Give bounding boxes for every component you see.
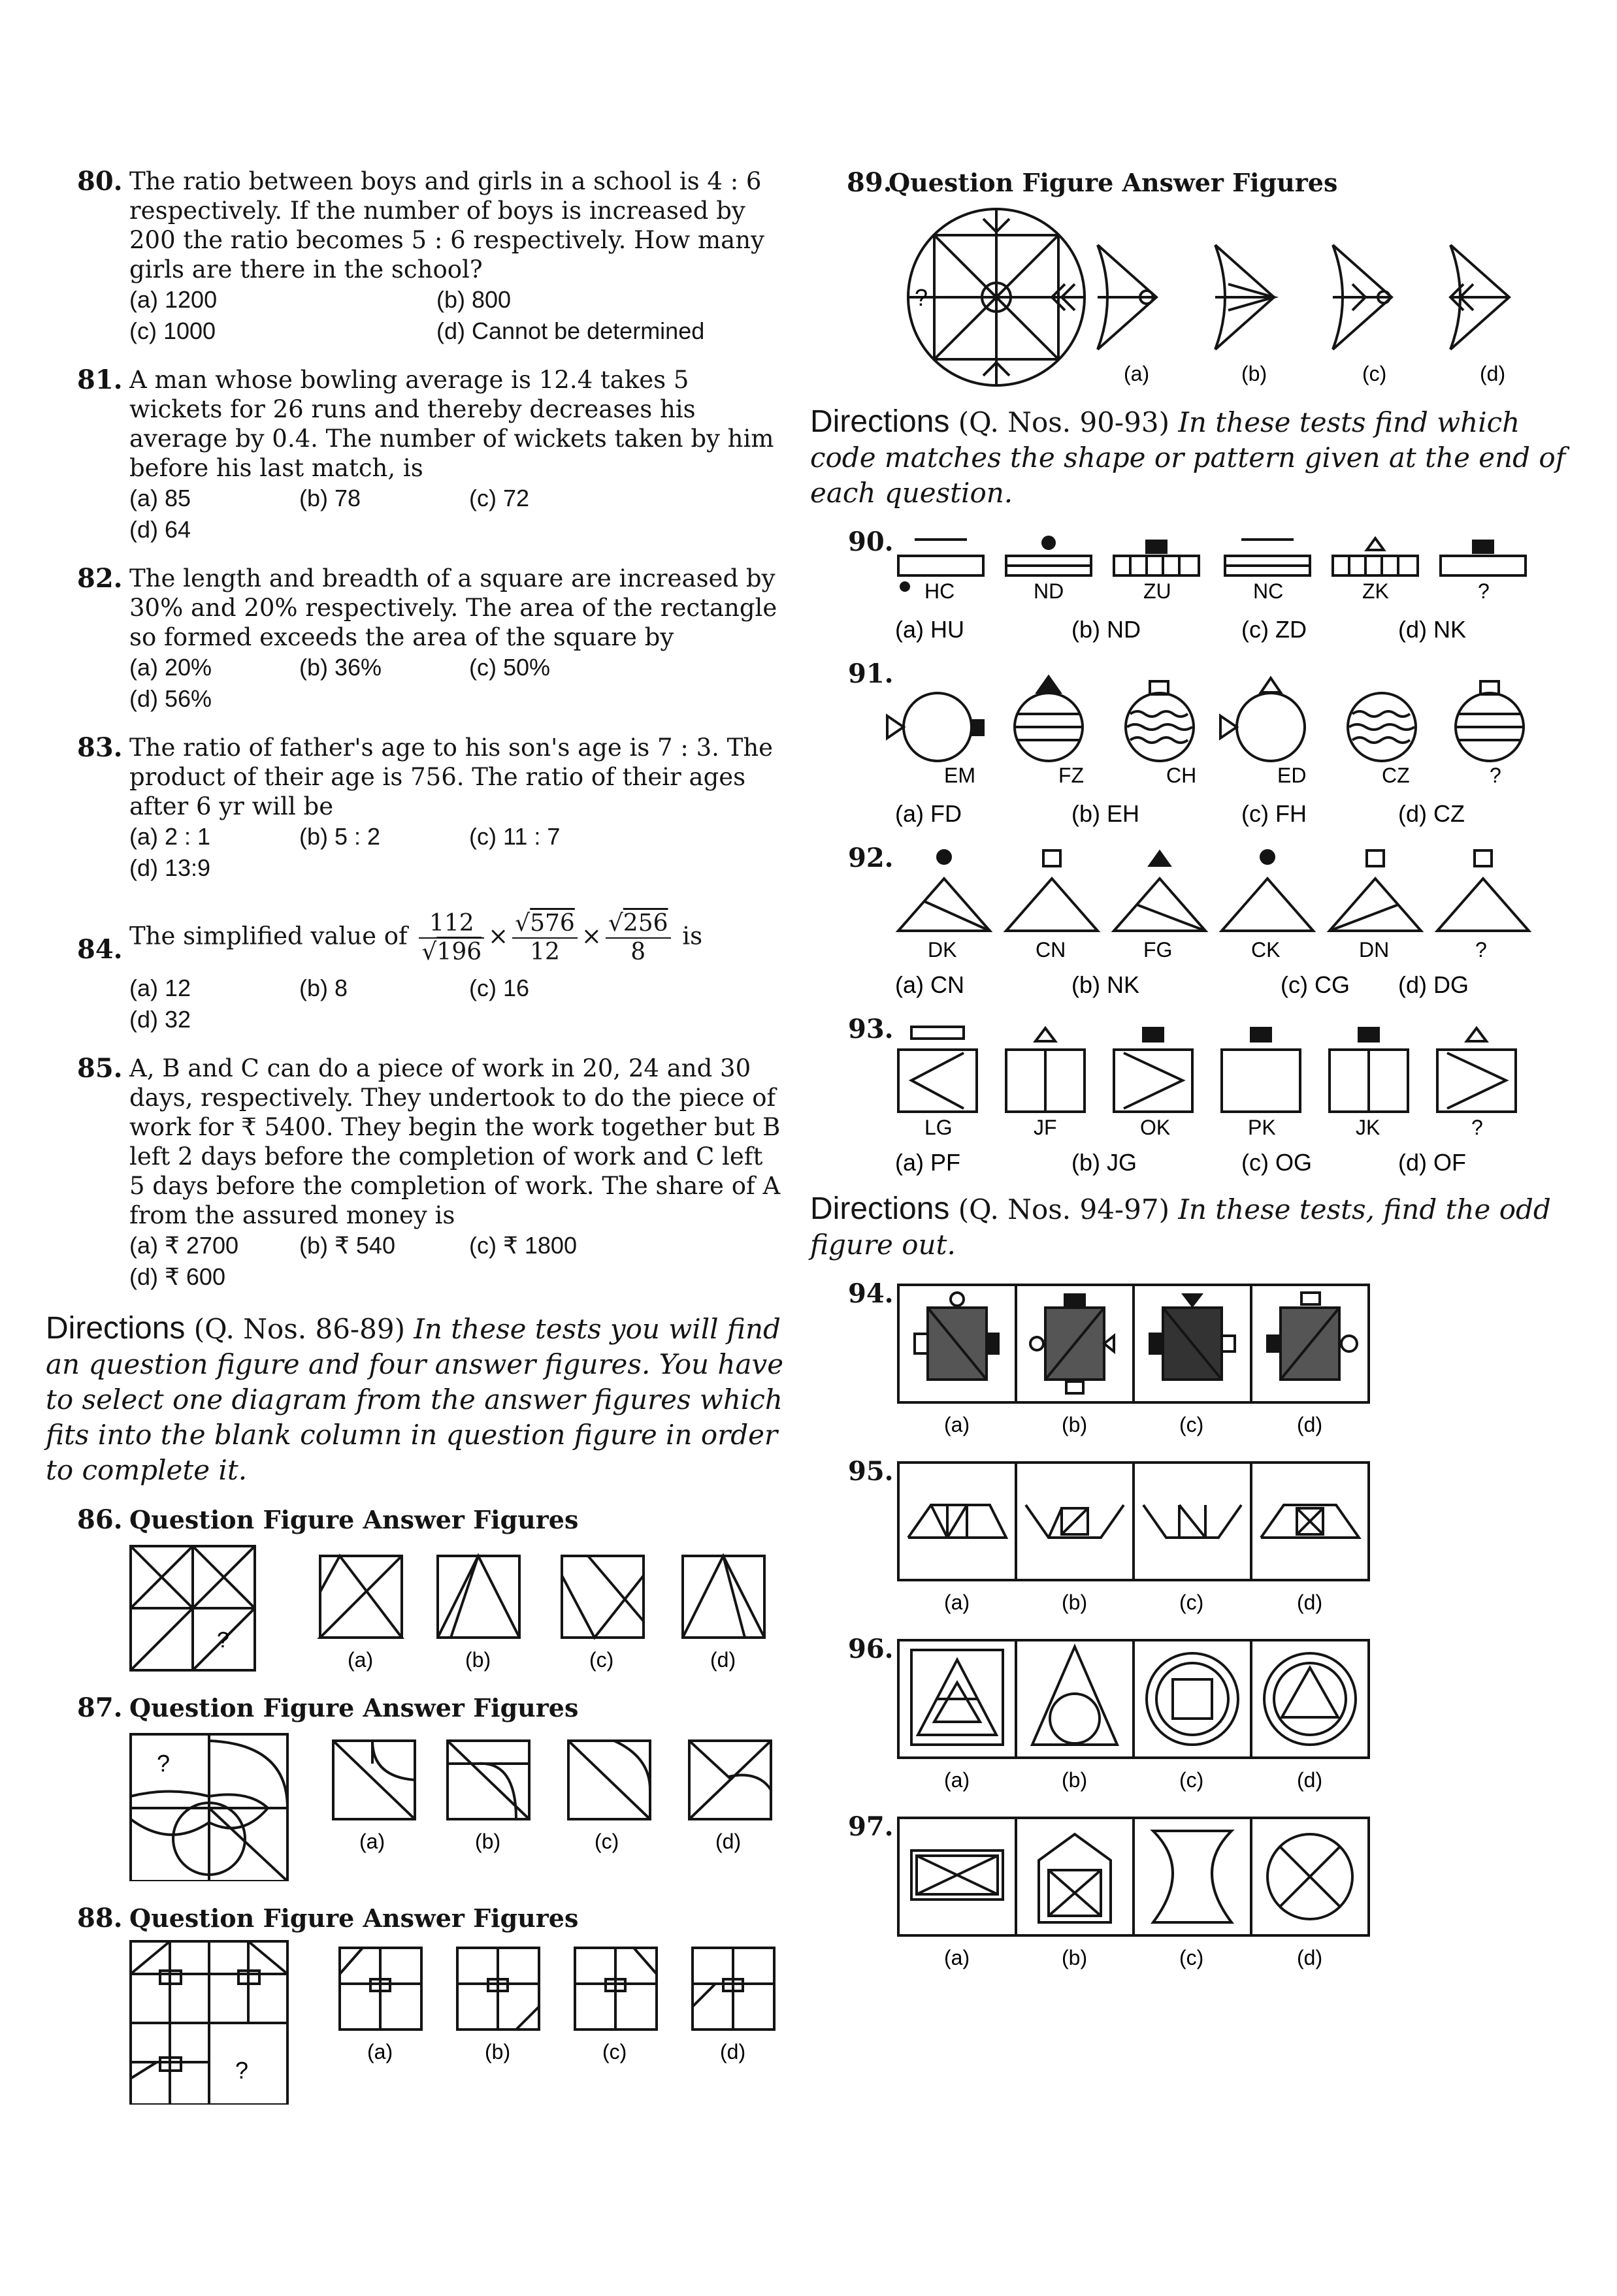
left-column (46, 167, 784, 2107)
question-96-figures (810, 1634, 1575, 1797)
option-a[interactable]: (a) ₹ 2700 (129, 1232, 238, 1259)
figure-6 (1437, 1028, 1516, 1112)
directions-range: (Q. Nos. 86-89) (193, 1313, 405, 1345)
figure-5 (1330, 850, 1421, 931)
question-figure (131, 1941, 287, 2105)
code-2: FZ (1058, 764, 1085, 787)
figure-a[interactable] (908, 1505, 1006, 1538)
question-number: 90. (848, 526, 894, 557)
option-a[interactable]: (a) 85 (129, 485, 191, 511)
figure-c[interactable] (1150, 1295, 1235, 1380)
code-2: CN (1036, 938, 1066, 962)
label-b: (b) (1062, 1946, 1088, 1969)
question-89-figures (810, 199, 1575, 395)
option-d[interactable]: (d) ₹ 600 (129, 1263, 225, 1290)
option-d[interactable]: (d) Cannot be determined (436, 317, 705, 344)
directions-90-93 (810, 404, 1575, 511)
label-d: (d) (1297, 1768, 1323, 1792)
answer-figure-d[interactable] (1450, 245, 1509, 349)
label-a: (a) (944, 1768, 970, 1792)
question-86-figures (46, 1536, 784, 1673)
code-3: CH (1166, 764, 1197, 787)
option-a[interactable]: (a) HU (895, 616, 964, 643)
answer-figure-c[interactable] (568, 1741, 650, 1819)
option-b[interactable]: (b) 78 (299, 485, 361, 511)
question-number: 89. (847, 167, 892, 198)
option-b[interactable]: (b) NK (1071, 971, 1140, 998)
option-d[interactable]: (d) 56% (129, 685, 212, 712)
question-mark: ? (217, 1628, 229, 1653)
figure-a[interactable] (911, 1650, 1003, 1745)
label-c: (c) (1362, 362, 1387, 385)
code-1: LG (924, 1116, 953, 1139)
answer-figure-a[interactable] (333, 1741, 415, 1819)
question-97-figures (810, 1811, 1575, 1975)
option-b[interactable]: (b) ₹ 540 (299, 1232, 395, 1259)
option-a[interactable]: (a) PF (895, 1149, 961, 1176)
option-a[interactable]: (a) 2 : 1 (129, 823, 211, 850)
label-b: (b) (1062, 1413, 1088, 1436)
directions-94-97 (810, 1191, 1575, 1263)
question-number: 80. (77, 166, 123, 197)
question-92 (810, 843, 1575, 1002)
label-c: (c) (1179, 1413, 1204, 1436)
label-a: (a) (944, 1946, 970, 1969)
figure-1 (887, 693, 983, 761)
question-number: 92. (848, 843, 894, 873)
answer-figure-a[interactable] (320, 1556, 402, 1638)
option-c[interactable]: (c) 1000 (129, 317, 216, 344)
question-91-figures (810, 658, 1575, 828)
code-4: CK (1251, 938, 1281, 962)
question-mark: ? (915, 284, 928, 311)
question-88-figures (46, 1935, 784, 2105)
label-b: (b) (465, 1648, 491, 1672)
label-a: (a) (944, 1591, 970, 1614)
figure-4 (1222, 850, 1313, 931)
label-c: (c) (1179, 1768, 1204, 1792)
question-87 (46, 1692, 784, 1884)
figure-d[interactable] (1264, 1653, 1356, 1745)
question-number: 87. (77, 1692, 123, 1723)
answer-figure-b[interactable] (438, 1556, 519, 1638)
directions-86-89 (46, 1311, 784, 1488)
label-c: (c) (589, 1648, 614, 1672)
figure-3 (1114, 541, 1199, 575)
question-text: The length and breadth of a square are increased by 30% and 20% respectively. The area of the rectangle so formed exceeds the area of the square by (129, 564, 777, 651)
question-figure (131, 1734, 287, 1881)
option-c[interactable]: (c) 16 (469, 975, 530, 1001)
figure-5 (1333, 538, 1418, 575)
code-1: DK (928, 938, 957, 962)
question-91 (810, 658, 1575, 831)
figure-2 (1006, 537, 1091, 575)
question-89 (810, 167, 1575, 398)
option-b[interactable]: (b) 800 (436, 286, 512, 313)
question-number: 94. (848, 1278, 894, 1309)
answer-figure-c[interactable] (1333, 245, 1392, 349)
figure-6 (1456, 681, 1524, 761)
question-text: The ratio between boys and girls in a school is 4 : 6 respectively. If the number of boys is increased by 200 the ratio becomes 5 : 6 respectively. How many girls are there in the school? (129, 167, 764, 283)
directions-text: In these tests you will find an question figure and four answer figures. You have to select one diagram from the answer figures which fits into the blank column in question figure in order to complete it. (46, 1313, 784, 1486)
options (46, 821, 784, 884)
question-84 (46, 910, 784, 1035)
label-d: (d) (715, 1830, 742, 1853)
code-4: NC (1253, 579, 1284, 603)
answer-figure-c[interactable] (575, 1948, 657, 2029)
figure-b[interactable] (1032, 1647, 1117, 1745)
question-number: 88. (77, 1903, 123, 1933)
figure-1 (898, 1027, 977, 1112)
label-c: (c) (602, 2040, 627, 2063)
answer-figure-a[interactable] (340, 1948, 421, 2029)
options (46, 973, 784, 1035)
label-a: (a) (359, 1830, 385, 1853)
figure-heading: Question Figure Answer Figures (889, 168, 1338, 197)
figure-heading: Question Figure Answer Figures (129, 1693, 579, 1722)
figure-2 (1006, 1028, 1085, 1112)
question-number: 96. (848, 1634, 894, 1664)
figure-b[interactable] (1030, 1295, 1114, 1393)
answer-figure-b[interactable] (457, 1948, 539, 2029)
figure-heading: Question Figure Answer Figures (129, 1505, 579, 1534)
option-d[interactable]: (d) 32 (129, 1006, 191, 1033)
question-95-figures (810, 1456, 1575, 1619)
figure-1 (898, 540, 983, 575)
label-d: (d) (1297, 1591, 1323, 1614)
options (46, 284, 784, 347)
code-6: ? (1475, 938, 1487, 962)
question-82 (46, 564, 784, 715)
option-c[interactable]: (c) ZD (1241, 616, 1307, 643)
answer-figure-a[interactable] (1098, 245, 1156, 349)
label-b: (b) (475, 1830, 501, 1853)
option-a[interactable]: (a) 12 (129, 975, 191, 1001)
option-b[interactable]: (b) 5 : 2 (299, 823, 381, 850)
question-94-figures (810, 1278, 1575, 1442)
option-b[interactable]: (b) 36% (299, 654, 382, 681)
code-1: EM (944, 764, 975, 787)
question-85 (46, 1054, 784, 1293)
answer-figure-b[interactable] (1215, 245, 1274, 349)
code-3: OK (1140, 1116, 1171, 1139)
figure-3 (1114, 852, 1205, 931)
question-mark: ? (235, 2057, 249, 2084)
answer-figure-d[interactable] (689, 1741, 771, 1819)
figure-4 (1222, 1028, 1300, 1112)
directions-heading: Directions (810, 1191, 950, 1226)
question-number: 93. (848, 1014, 894, 1044)
label-b: (b) (1241, 362, 1267, 385)
answer-figure-c[interactable] (562, 1556, 644, 1638)
code-6: ? (1490, 764, 1501, 787)
figure-6 (1437, 850, 1529, 931)
option-c[interactable]: (c) 50% (469, 654, 551, 681)
option-b[interactable]: (b) ND (1071, 616, 1141, 643)
directions-text: In these tests find which code matches the shape or pattern given at the end of each question. (810, 406, 1566, 509)
option-d[interactable]: (d) NK (1398, 616, 1467, 643)
code-2: JF (1034, 1116, 1057, 1139)
figure-c[interactable] (1143, 1505, 1241, 1538)
question-81 (46, 365, 784, 545)
option-a[interactable]: (a) 1200 (129, 286, 218, 313)
times-sign: × (488, 922, 509, 950)
question-93-figures (810, 1014, 1575, 1177)
options (46, 1230, 784, 1293)
right-column (810, 167, 1575, 1989)
question-text: The ratio of father's age to his son's age is 7 : 3. The product of their age is 756. The ratio of their ages after 6 yr will be (129, 734, 774, 820)
option-d[interactable]: (d) 64 (129, 516, 191, 543)
fraction-1: $\frac{112}{√196}$ (419, 910, 484, 966)
question-number: 81. (77, 364, 123, 395)
figure-6 (1441, 541, 1526, 575)
label-c: (c) (1179, 1946, 1204, 1969)
question-95 (810, 1456, 1575, 1622)
directions-text: In these tests, find the odd figure out. (810, 1193, 1551, 1261)
times-sign: × (581, 922, 602, 950)
figure-d[interactable] (1261, 1505, 1359, 1538)
code-5: JK (1356, 1116, 1380, 1139)
figure-5 (1348, 693, 1416, 761)
label-b: (b) (485, 2040, 511, 2063)
label-d: (d) (1297, 1413, 1323, 1436)
figure-b[interactable] (1039, 1834, 1111, 1922)
option-b[interactable]: (b) EH (1071, 800, 1140, 827)
figure-d[interactable] (1267, 1834, 1352, 1919)
question-mark: ? (157, 1750, 171, 1777)
label-a: (a) (1124, 362, 1150, 385)
label-c: (c) (1179, 1591, 1204, 1614)
question-86 (46, 1504, 784, 1676)
question-88 (46, 1902, 784, 2107)
directions-heading: Directions (810, 404, 950, 439)
code-4: ED (1277, 764, 1307, 787)
figure-a[interactable] (911, 1851, 1003, 1900)
label-c: (c) (595, 1830, 619, 1853)
answer-figure-d[interactable] (683, 1556, 764, 1638)
question-number: 97. (848, 1811, 894, 1842)
options (46, 652, 784, 715)
label-a: (a) (944, 1413, 970, 1436)
directions-heading: Directions (46, 1311, 186, 1346)
code-5: DN (1359, 938, 1390, 962)
code-6: ? (1471, 1116, 1483, 1139)
label-b: (b) (1062, 1591, 1088, 1614)
question-text: A, B and C can do a piece of work in 20, 24 and 30 days, respectively. They undertook to do the piece of work for ₹ 5400. They begin the work together but B left 2 days before the completion of work and C left 5 days before the completion of work. The share of A from the assured money is (129, 1054, 781, 1229)
question-number: 82. (77, 563, 123, 594)
code-1: HC (924, 579, 955, 603)
figure-3 (1126, 681, 1194, 761)
label-a: (a) (367, 2040, 393, 2063)
label-d: (d) (1480, 362, 1506, 385)
question-80 (46, 167, 784, 347)
figure-4 (1220, 678, 1305, 761)
question-number: 91. (848, 658, 894, 689)
label-d: (d) (720, 2040, 746, 2063)
fraction-3: $\frac{√256}{8}$ (606, 910, 671, 966)
question-figure (908, 209, 1085, 385)
label-a: (a) (348, 1648, 374, 1672)
figure-2 (1006, 850, 1098, 931)
question-text: A man whose bowling average is 12.4 takes 5 wickets for 26 runs and thereby decreases his average by 0.4. The number of wickets taken by him before his last match, is (129, 366, 774, 482)
figure-heading: Question Figure Answer Figures (129, 1903, 579, 1933)
bullet (900, 581, 910, 592)
option-c[interactable]: (c) CG (1281, 971, 1350, 998)
option-c[interactable]: (c) FH (1241, 800, 1307, 827)
question-90-figures (810, 526, 1575, 644)
code-5: ZK (1362, 579, 1389, 603)
question-90 (810, 526, 1575, 647)
question-number: 86. (77, 1504, 123, 1535)
option-d[interactable]: (d) DG (1398, 971, 1469, 998)
expression-suffix: is (682, 922, 703, 950)
option-c[interactable]: (c) 72 (469, 485, 530, 511)
figure-a[interactable] (915, 1293, 998, 1380)
question-number: 85. (77, 1053, 123, 1084)
question-number: 84. (77, 934, 123, 965)
question-87-figures (46, 1724, 784, 1881)
option-c[interactable]: (c) OG (1241, 1149, 1312, 1176)
option-d[interactable]: (d) 13:9 (129, 854, 211, 881)
option-d[interactable]: (d) OF (1398, 1149, 1466, 1176)
option-b[interactable]: (b) JG (1071, 1149, 1137, 1176)
question-96 (810, 1634, 1575, 1800)
code-3: ZU (1143, 579, 1171, 603)
figure-b[interactable] (1026, 1505, 1124, 1538)
directions-range: (Q. Nos. 94-97) (958, 1193, 1169, 1225)
expression-prefix: The simplified value of (129, 922, 408, 950)
option-a[interactable]: (a) 20% (129, 654, 212, 681)
question-92-figures (810, 843, 1575, 999)
option-b[interactable]: (b) 8 (299, 975, 348, 1001)
figure-1 (898, 850, 990, 931)
question-number: 95. (848, 1456, 894, 1487)
answer-figure-d[interactable] (693, 1948, 774, 2029)
option-c[interactable]: (c) ₹ 1800 (469, 1232, 577, 1259)
code-5: CZ (1382, 764, 1410, 787)
fraction-2: $\frac{√576}{12}$ (512, 910, 578, 966)
option-a[interactable]: (a) CN (895, 971, 964, 998)
options (46, 483, 784, 545)
figure-5 (1330, 1028, 1408, 1112)
question-97 (810, 1811, 1575, 1977)
question-94 (810, 1278, 1575, 1444)
directions-range: (Q. Nos. 90-93) (958, 406, 1169, 438)
code-4: PK (1248, 1116, 1276, 1139)
code-3: FG (1143, 938, 1173, 962)
figure-2 (1015, 677, 1083, 761)
figure-4 (1225, 540, 1310, 575)
question-83 (46, 733, 784, 884)
answer-figure-b[interactable] (448, 1741, 529, 1819)
figure-d[interactable] (1267, 1293, 1357, 1380)
label-d: (d) (710, 1648, 736, 1672)
question-number: 83. (77, 732, 123, 763)
figure-3 (1114, 1028, 1192, 1112)
label-d: (d) (1297, 1946, 1323, 1969)
question-93 (810, 1014, 1575, 1180)
option-d[interactable]: (d) CZ (1398, 800, 1465, 827)
label-b: (b) (1062, 1768, 1088, 1792)
option-a[interactable]: (a) FD (895, 800, 962, 827)
option-c[interactable]: (c) 11 : 7 (469, 823, 561, 850)
code-6: ? (1478, 579, 1490, 603)
code-2: ND (1034, 579, 1064, 603)
figure-c[interactable] (1147, 1653, 1238, 1745)
question-figure (131, 1546, 255, 1670)
question-text (46, 910, 784, 966)
figure-c[interactable] (1153, 1831, 1232, 1922)
